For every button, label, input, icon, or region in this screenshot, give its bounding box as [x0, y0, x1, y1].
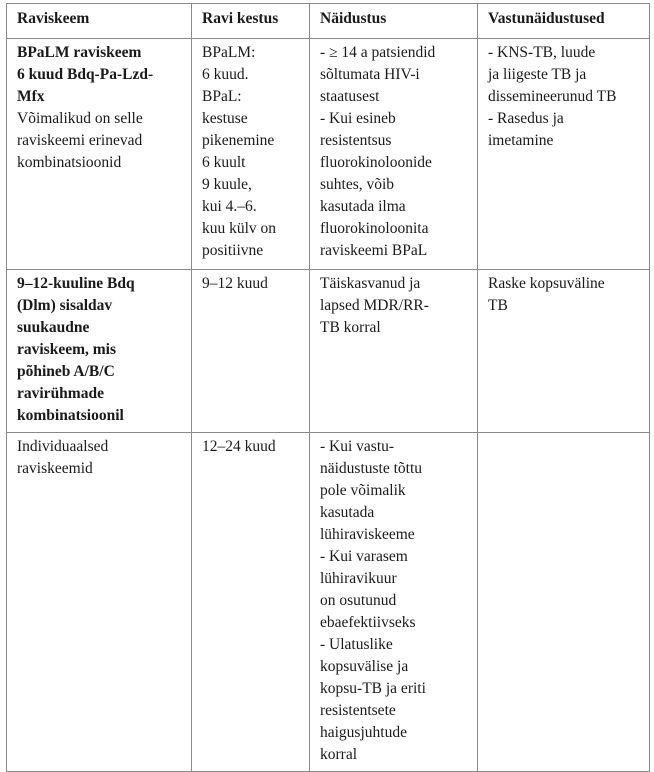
cell-line: korral	[320, 746, 358, 763]
indication-cell	[310, 39, 478, 270]
contraindication-cell	[478, 39, 650, 270]
contraindication-cell	[478, 433, 650, 772]
cell-line: 6 kuud.	[202, 66, 249, 83]
cell-line: ebaefektiivseks	[320, 614, 416, 631]
cell-line: on osutunud	[320, 592, 397, 609]
cell-line: Raske kopsuväline	[488, 275, 605, 292]
cell-line: suukaudne	[17, 319, 90, 336]
table-row	[7, 433, 650, 772]
header-indication: Näidustus	[310, 4, 478, 39]
cell-text	[320, 273, 468, 339]
cell-line: kestuse	[202, 110, 248, 127]
table-row	[7, 270, 650, 433]
header-duration: Ravi kestus	[192, 4, 310, 39]
indication-cell	[310, 433, 478, 772]
cell-line: - Ulatuslike	[320, 636, 393, 653]
cell-text	[202, 273, 300, 295]
cell-line: haigusjuhtude	[320, 724, 407, 741]
cell-line: TB	[488, 297, 508, 314]
cell-line: kasutada ilma	[320, 198, 406, 215]
cell-line: kombinatsioonil	[17, 407, 124, 424]
cell-line: raviskeem, mis	[17, 341, 117, 358]
cell-line: raviskeemid	[17, 460, 93, 477]
cell-line: Võimalikud on selle	[17, 110, 143, 127]
cell-line: 12–24 kuud	[202, 438, 276, 455]
cell-line: sõltumata HIV-i	[320, 66, 420, 83]
cell-line: 9 kuule,	[202, 176, 252, 193]
regimen-cell	[7, 270, 192, 433]
cell-line: - Kui varasem	[320, 548, 408, 565]
cell-line: - Kui vastu-	[320, 438, 395, 455]
cell-line: pikenemine	[202, 132, 275, 149]
cell-line: 6 kuud Bdq-Pa-Lzd-	[17, 66, 154, 83]
cell-line: (Dlm) sisaldav	[17, 297, 113, 314]
cell-text	[320, 42, 468, 262]
cell-line: BPaLM raviskeem	[17, 44, 142, 61]
cell-line: näidustuste tõttu	[320, 460, 423, 477]
cell-line: kasutada	[320, 504, 375, 521]
cell-line: BPaL:	[202, 88, 242, 105]
cell-line: lühiravikuur	[320, 570, 397, 587]
cell-text	[17, 42, 182, 108]
header-contraindications: Vastunäidustused	[478, 4, 650, 39]
cell-line: 6 kuult	[202, 154, 246, 171]
cell-line: TB korral	[320, 319, 381, 336]
indication-cell	[310, 270, 478, 433]
cell-line: 9–12-kuuline Bdq	[17, 275, 135, 292]
cell-line: põhineb A/B/C	[17, 363, 115, 380]
cell-line: lapsed MDR/RR-	[320, 297, 429, 314]
duration-cell	[192, 270, 310, 433]
cell-line: Täiskasvanud ja	[320, 275, 421, 292]
cell-text	[17, 108, 182, 174]
cell-line: kuu külv on	[202, 220, 277, 237]
cell-line: ravirühmade	[17, 385, 104, 402]
cell-line: kui 4.–6.	[202, 198, 257, 215]
cell-line: suhtes, võib	[320, 176, 395, 193]
cell-line: raviskeemi BPaL	[320, 242, 428, 259]
duration-cell	[192, 39, 310, 270]
cell-line: - Kui esineb	[320, 110, 396, 127]
table-row	[7, 39, 650, 270]
cell-line: resistentsus	[320, 132, 392, 149]
cell-text	[202, 436, 300, 458]
cell-text	[17, 273, 182, 427]
cell-text	[320, 436, 468, 766]
cell-line: Mfx	[17, 88, 45, 105]
cell-text	[17, 436, 182, 480]
cell-line: resistentsete	[320, 702, 396, 719]
cell-line: positiivne	[202, 242, 264, 259]
cell-line: BPaLM:	[202, 44, 256, 61]
header-row	[7, 4, 650, 39]
cell-line: raviskeemi erinevad	[17, 132, 143, 149]
contraindication-cell	[478, 270, 650, 433]
cell-line: dissemineerunud TB	[488, 88, 617, 105]
cell-line: Individuaalsed	[17, 438, 109, 455]
cell-line: kopsuvälise ja	[320, 658, 409, 675]
header-regimen: Raviskeem	[7, 4, 192, 39]
regimen-cell	[7, 433, 192, 772]
cell-line: pole võimalik	[320, 482, 406, 499]
cell-text	[488, 42, 640, 152]
cell-line: - Rasedus ja	[488, 110, 564, 127]
treatment-regimen-table	[6, 3, 650, 772]
cell-line: fluorokinoloonita	[320, 220, 429, 237]
cell-text	[488, 273, 640, 317]
cell-line: - ≥ 14 a patsiendid	[320, 44, 436, 61]
cell-line: lühiraviskeeme	[320, 526, 415, 543]
cell-text	[202, 42, 300, 262]
cell-line: kopsu-TB ja eriti	[320, 680, 426, 697]
cell-line: 9–12 kuud	[202, 275, 268, 292]
regimen-cell	[7, 39, 192, 270]
cell-line: staatusest	[320, 88, 380, 105]
duration-cell	[192, 433, 310, 772]
cell-line: imetamine	[488, 132, 554, 149]
cell-line: fluorokinoloonide	[320, 154, 432, 171]
cell-line: ja liigeste TB ja	[488, 66, 587, 83]
cell-line: kombinatsioonid	[17, 154, 122, 171]
cell-line: - KNS-TB, luude	[488, 44, 596, 61]
